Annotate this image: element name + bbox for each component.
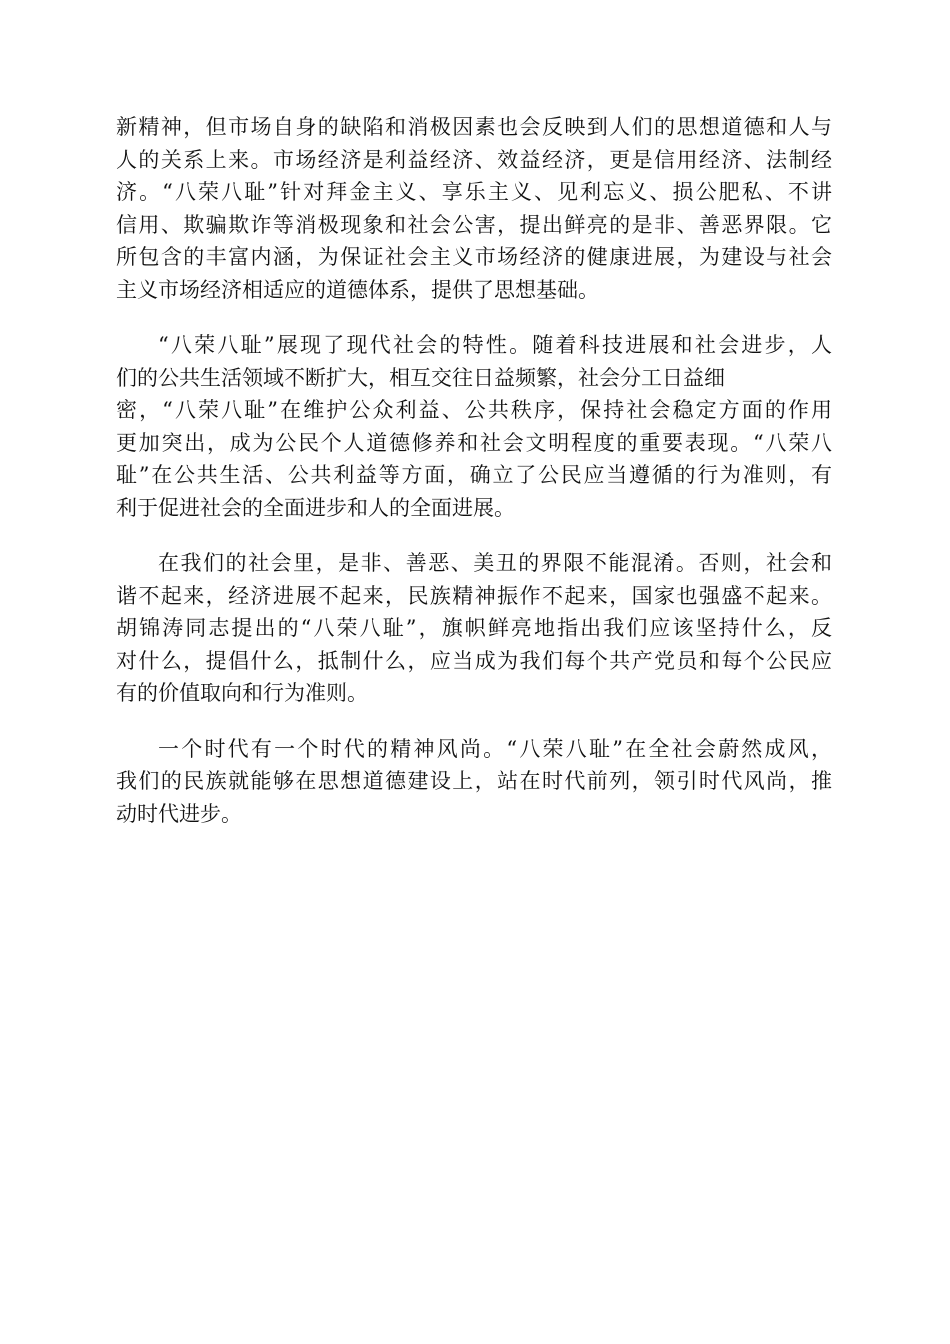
text-line: 我们的民族就能够在思想道德建设上，站在时代前列，领引时代风尚，推	[116, 769, 832, 793]
text-line: 利于促进社会的全面进步和人的全面进展。	[116, 495, 515, 520]
text-line: 密，“八荣八耻”在维护公众利益、公共秩序，保持社会稳定方面的作用	[116, 398, 832, 422]
text-line: 对什么，提倡什么，抵制什么，应当成为我们每个共产党员和每个公民应	[116, 648, 832, 673]
paragraph-2	[116, 329, 832, 524]
text-line: 动时代进步。	[116, 801, 242, 826]
text-line: 信用、欺骗欺诈等消极现象和社会公害，提出鲜亮的是非、善恶界限。它	[116, 212, 832, 237]
text-line: 有的价值取向和行为准则。	[116, 681, 368, 705]
text-line: 谐不起来，经济进展不起来，民族精神振作不起来，国家也强盛不起来。	[116, 583, 832, 608]
paragraph-4	[116, 733, 832, 831]
text-line: 一个时代有一个时代的精神风尚。“八荣八耻”在全社会蔚然成风，	[158, 736, 832, 761]
text-line: 主义市场经济相适应的道德体系，提供了思想基础。	[116, 277, 599, 302]
text-line: “八荣八耻”展现了现代社会的特性。随着科技进展和社会进步，人	[158, 333, 832, 357]
text-line: 在我们的社会里，是非、善恶、美丑的界限不能混淆。否则，社会和	[158, 551, 832, 575]
text-line: 济。“八荣八耻”针对拜金主义、享乐主义、见利忘义、损公肥私、不讲	[116, 180, 832, 204]
text-line: 人的关系上来。市场经济是利益经济、效益经济，更是信用经济、法制经	[116, 147, 832, 172]
text-line: 所包含的丰富内涵，为保证社会主义市场经济的健康进展，为建设与社会	[116, 245, 832, 269]
text-line: 新精神，但市场自身的缺陷和消极因素也会反映到人们的思想道德和人与	[116, 115, 832, 139]
text-line: 胡锦涛同志提出的“八荣八耻”，旗帜鲜亮地指出我们应该坚持什么，反	[116, 616, 832, 640]
document-body	[116, 111, 832, 853]
paragraph-3	[116, 547, 832, 710]
text-line: 耻”在公共生活、公共利益等方面，确立了公民应当遵循的行为准则，有	[116, 463, 832, 487]
paragraph-1	[116, 111, 832, 306]
text-line: 们的公共生活领域不断扩大，相互交往日益频繁，社会分工日益细	[116, 365, 725, 390]
text-line: 更加突出，成为公民个人道德修养和社会文明程度的重要表现。“八荣八	[116, 430, 832, 455]
